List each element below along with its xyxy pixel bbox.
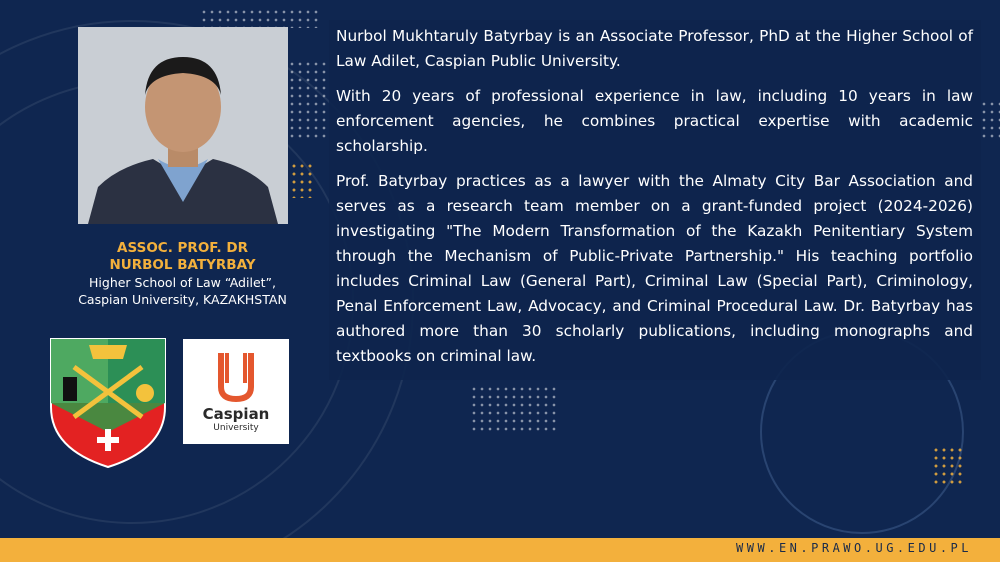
footer-url[interactable]: WWW.EN.PRAWO.UG.EDU.PL — [736, 541, 972, 555]
caspian-name: Caspian — [202, 405, 270, 423]
speaker-affiliation-line1: Higher School of Law “Adilet”, — [89, 275, 276, 290]
bio-paragraph: Prof. Batyrbay practices as a lawyer with the Almaty City Bar Association and serves as a research team member on a grant-funded project (2024-2026) investigating "The Modern Transformation of the Kazakh Penitentiary System through the Mechanism of Public-Private Partnership." His teaching portfolio includes Criminal Law (General Part), Criminal Law (Special Part), Criminology, Penal Enforcement Law, Advocacy, and Criminal Procedural Law. Dr. Batyrbay has authored more than 30 scholarly publications, including monographs and textbooks on criminal law. — [336, 172, 973, 365]
caspian-sub: University — [213, 423, 259, 433]
background-dots — [200, 8, 320, 28]
speaker-affiliation-line2: Caspian University, KAZAKHSTAN — [78, 292, 287, 307]
speaker-name: NURBOL BATYRBAY — [109, 257, 256, 273]
speaker-title: ASSOC. PROF. DR — [117, 240, 248, 256]
bio-paragraph: With 20 years of professional experience in law, including 10 years in law enforcement agencies, he combines practical expertise with academic scholarship. — [336, 87, 973, 155]
bio-paragraph: Nurbol Mukhtaruly Batyrbay is an Associate Professor, PhD at the Higher School of Law Adilet, Caspian Public University. — [336, 27, 973, 70]
background-dots — [980, 100, 1000, 140]
caspian-university-logo — [183, 339, 289, 444]
coat-of-arms-logo — [49, 337, 167, 469]
footer-bar — [0, 538, 1000, 562]
background-dots-yellow — [932, 446, 966, 486]
background-dots — [470, 385, 560, 435]
portrait-photo — [78, 27, 288, 224]
speaker-info — [20, 240, 345, 308]
background-dots-yellow — [290, 162, 312, 198]
biography-panel — [329, 20, 981, 380]
background-dots — [288, 60, 328, 140]
